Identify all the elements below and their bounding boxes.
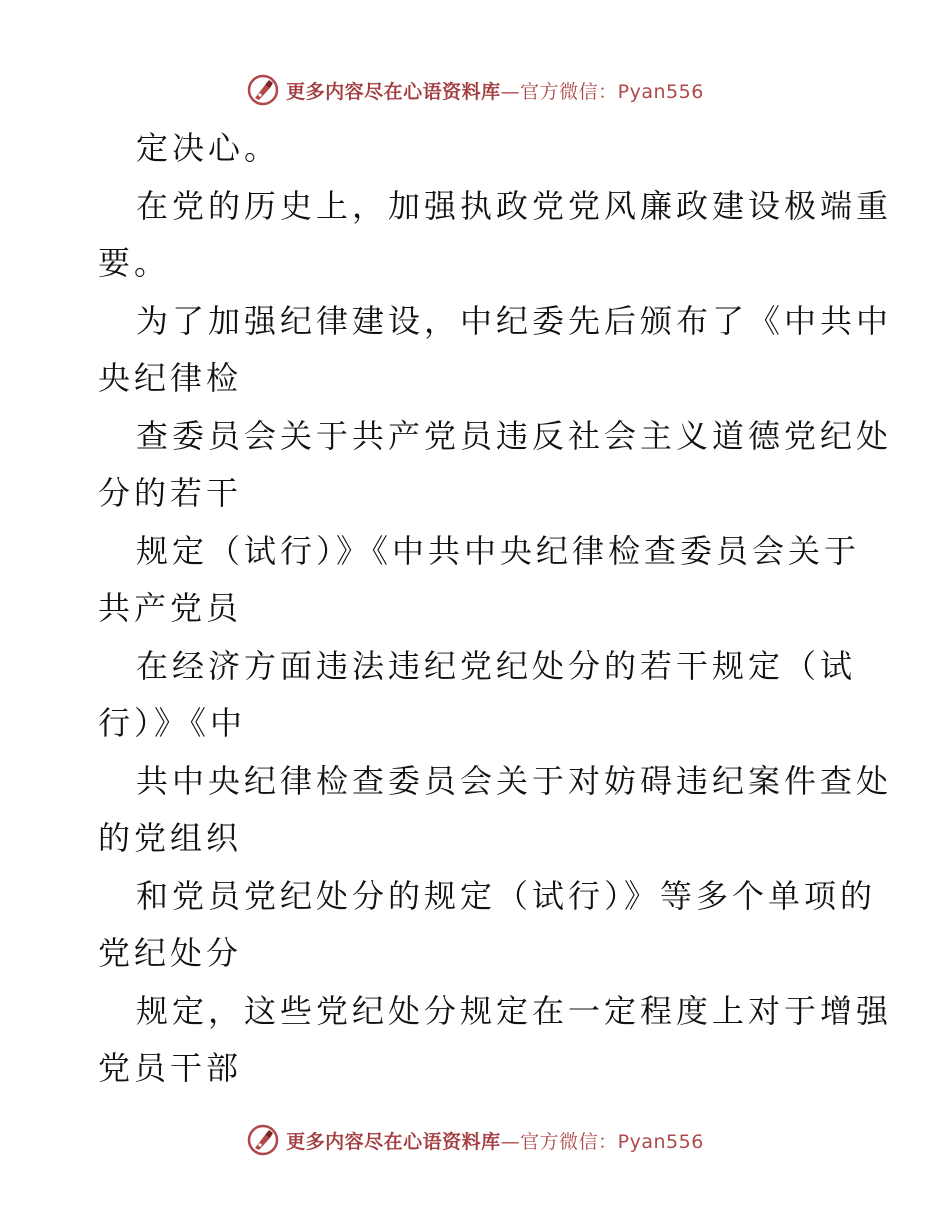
text-line: 党员干部 [98,1049,243,1087]
footer-site-text: 更多内容尽在心语资料库 [286,1130,501,1153]
header-banner-text [286,77,704,104]
text-line: 规定（试行）》《中共中央纪律检查委员会关于 [136,531,861,570]
footer-dash: — [500,1130,521,1153]
pen-nib-logo-icon [246,1123,280,1157]
text-line: 要。 [98,244,171,282]
text-line: 查委员会关于共产党员违反社会主义道德党纪处 [136,416,893,455]
text-line: 分的若干 [98,474,243,512]
text-line: 和党员党纪处分的规定（试行）》等多个单项的 [136,876,877,915]
header-banner [0,70,950,110]
text-line: 央纪律检 [98,359,243,397]
text-line: 定决心。 [136,129,281,167]
text-line: 行）》《中 [98,704,247,742]
text-line: 党纪处分 [98,934,243,972]
header-wechat-text: 官方微信：Pyan556 [520,80,704,103]
text-line: 共中央纪律检查委员会关于对妨碍违纪案件查处 [136,761,893,800]
text-line: 为了加强纪律建设，中纪委先后颁布了《中共中 [136,301,893,340]
header-site-text: 更多内容尽在心语资料库 [286,80,501,103]
footer-banner-text [286,1127,704,1154]
text-line: 共产党员 [98,589,243,627]
text-line: 的党组织 [98,819,243,857]
header-dash: — [500,80,521,103]
text-line: 在经济方面违法违纪党纪处分的若干规定（试 [136,646,857,685]
text-line: 规定，这些党纪处分规定在一定程度上对于增强 [136,991,893,1030]
document-body [98,120,893,1098]
text-line: 在党的历史上，加强执政党党风廉政建设极端重 [136,186,893,225]
footer-banner [0,1120,950,1160]
pen-nib-logo-icon [246,73,280,107]
footer-wechat-text: 官方微信：Pyan556 [520,1130,704,1153]
